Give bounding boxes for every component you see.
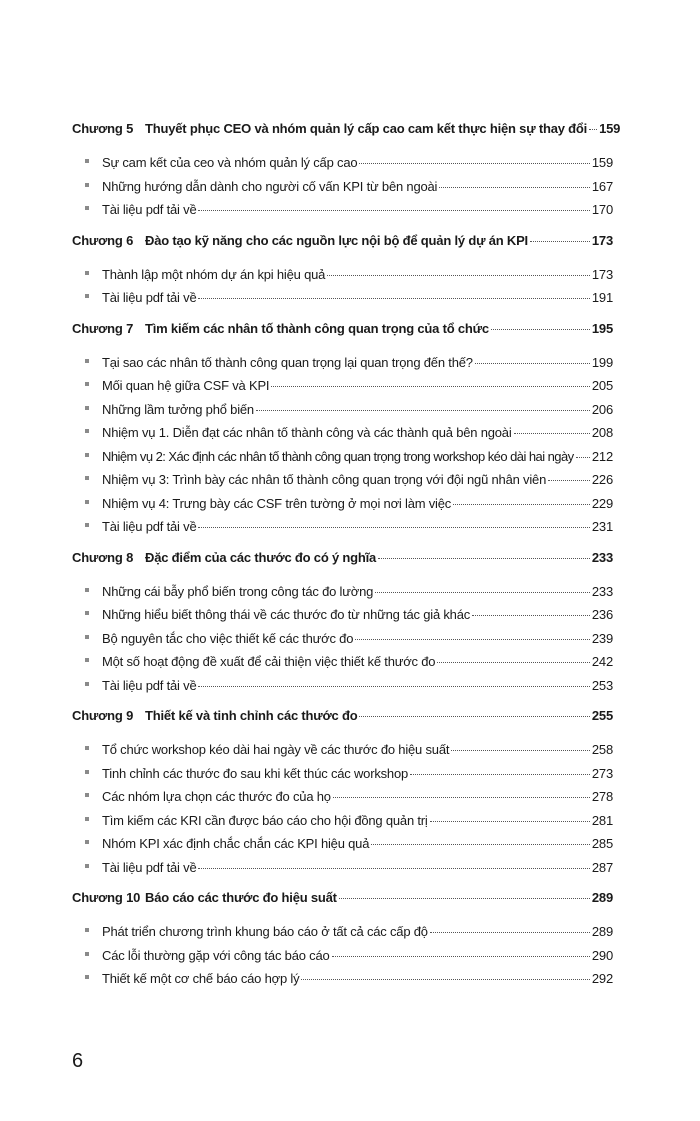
dot-leader (198, 868, 589, 869)
entry-page: 191 (591, 290, 613, 305)
entry-page: 229 (591, 495, 613, 511)
dot-leader (339, 898, 590, 899)
toc-entry[interactable] (72, 856, 613, 880)
dot-leader (301, 979, 590, 980)
dot-leader (439, 187, 590, 188)
entry-page: 278 (591, 789, 613, 804)
entry-page: 233 (591, 583, 613, 599)
toc-entry[interactable] (72, 627, 613, 651)
entry-title: Những hướng dẫn dành cho người cố vấn KPI từ bên ngoài (102, 178, 438, 194)
entry-title: Những lầm tưởng phổ biến (102, 401, 254, 417)
dot-leader (355, 639, 590, 640)
entry-title: Những cái bẫy phổ biến trong công tác đo lường (102, 583, 374, 599)
entry-page: 273 (591, 765, 613, 781)
dot-leader (198, 298, 589, 299)
chapter-title: Thuyết phục CEO và nhóm quản lý cấp cao cam kết thực hiện sự thay đổi (145, 121, 588, 136)
entry-page: 231 (591, 519, 613, 534)
entry-title: Nhóm KPI xác định chắc chắn các KPI hiệu quả (102, 836, 370, 851)
entry-title: Phát triển chương trình khung báo cáo ở tất cả các cấp độ (102, 924, 428, 939)
toc-entry[interactable] (72, 920, 613, 944)
entry-page: 281 (591, 812, 613, 828)
chapter-page: 173 (591, 232, 613, 248)
entry-page: 212 (591, 448, 613, 464)
chapter-label: Chương 9 (72, 708, 134, 723)
entry-title: Những hiểu biết thông thái về các thước đo từ những tác giả khác (102, 607, 471, 622)
dot-leader (437, 662, 590, 663)
dot-leader (491, 329, 590, 330)
dot-leader (530, 241, 590, 242)
toc-entry[interactable] (72, 351, 613, 375)
entry-title: Thiết kế một cơ chế báo cáo hợp lý (102, 971, 300, 986)
dot-leader (589, 129, 597, 130)
chapter-items (72, 151, 613, 222)
toc-entry[interactable] (72, 944, 613, 968)
chapter-items (72, 920, 613, 991)
dot-leader (198, 210, 589, 211)
toc-entry[interactable] (72, 175, 613, 199)
entry-page: 208 (591, 425, 613, 440)
entry-page: 170 (591, 202, 613, 217)
entry-title: Tài liệu pdf tải về (102, 290, 197, 305)
dot-leader (453, 504, 590, 505)
dot-leader (576, 457, 590, 458)
entry-page: 173 (591, 266, 613, 282)
toc-entry[interactable] (72, 445, 613, 469)
dot-leader (375, 592, 590, 593)
entry-page: 290 (591, 947, 613, 963)
table-of-contents (72, 117, 621, 998)
dot-leader (548, 480, 590, 481)
chapter-label: Chương 7 (72, 320, 134, 336)
entry-title: Tìm kiếm các KRI cần được báo cáo cho hội đồng quản trị (102, 812, 428, 828)
entry-title: Tài liệu pdf tải về (102, 519, 197, 534)
entry-title: Nhiệm vụ 2: Xác định các nhân tố thành công quan trọng trong workshop kéo dài hai ngày (102, 448, 574, 464)
chapter-label: Chương 5 (72, 121, 134, 136)
entry-title: Tài liệu pdf tải về (102, 859, 197, 875)
dot-leader (327, 275, 590, 276)
entry-title: Nhiệm vụ 1. Diễn đạt các nhân tố thành công và các thành quả bên ngoài (102, 425, 512, 440)
toc-entry[interactable] (72, 398, 613, 422)
toc-entry[interactable] (72, 785, 613, 809)
chapter-title: Đặc điểm của các thước đo có ý nghĩa (145, 549, 377, 565)
toc-entry[interactable] (72, 832, 613, 856)
entry-page: 287 (591, 859, 613, 875)
chapter-page: 289 (591, 890, 613, 905)
toc-entry[interactable] (72, 809, 613, 833)
dot-leader (430, 932, 590, 933)
toc-entry[interactable] (72, 151, 613, 175)
chapter-page: 159 (599, 121, 621, 136)
chapter-items (72, 738, 613, 879)
chapter-page: 195 (591, 320, 613, 336)
entry-page: 292 (591, 971, 613, 986)
toc-entry[interactable] (72, 374, 613, 398)
entry-title: Nhiệm vụ 3: Trình bày các nhân tố thành công quan trọng với đội ngũ nhân viên (102, 472, 547, 487)
toc-entry[interactable] (72, 762, 613, 786)
toc-entry[interactable] (72, 674, 613, 698)
chapter-page: 233 (591, 549, 613, 565)
dot-leader (359, 716, 589, 717)
dot-leader (371, 844, 590, 845)
chapter-heading[interactable] (72, 317, 613, 341)
chapter-title: Thiết kế và tinh chỉnh các thước đo (145, 708, 358, 723)
entry-page: 167 (591, 178, 613, 194)
toc-entry[interactable] (72, 198, 613, 222)
entry-page: 239 (591, 630, 613, 646)
entry-page: 226 (591, 472, 613, 487)
entry-title: Mối quan hệ giữa CSF và KPI (102, 378, 270, 393)
toc-entry[interactable] (72, 738, 613, 762)
entry-title: Tài liệu pdf tải về (102, 202, 197, 217)
entry-title: Các nhóm lựa chọn các thước đo của họ (102, 789, 331, 804)
entry-page: 159 (591, 155, 613, 170)
chapter-items (72, 263, 613, 310)
entry-page: 258 (591, 742, 613, 757)
entry-title: Sự cam kết của ceo và nhóm quản lý cấp cao (102, 155, 358, 170)
toc-entry[interactable] (72, 468, 613, 492)
chapter-label: Chương 8 (72, 549, 134, 565)
chapter-title: Đào tạo kỹ năng cho các nguồn lực nội bộ để quản lý dự án KPI (145, 232, 528, 248)
entry-page: 206 (591, 401, 613, 417)
dot-leader (198, 527, 589, 528)
toc-entry[interactable] (72, 603, 613, 627)
entry-page: 253 (591, 677, 613, 693)
chapter-heading[interactable] (72, 229, 613, 253)
chapter-heading[interactable] (72, 117, 621, 141)
entry-page: 199 (591, 354, 613, 370)
page-number: 6 (72, 1050, 84, 1072)
entry-title: Nhiệm vụ 4: Trưng bày các CSF trên tường ở mọi nơi làm việc (102, 495, 452, 511)
chapter-page: 255 (591, 708, 613, 723)
entry-title: Thành lập một nhóm dự án kpi hiệu quả (102, 266, 326, 282)
dot-leader (198, 686, 589, 687)
chapter-items (72, 580, 613, 698)
entry-title: Tại sao các nhân tố thành công quan trọng lại quan trọng đến thế? (102, 354, 473, 370)
toc-entry[interactable] (72, 286, 613, 310)
toc-entry[interactable] (72, 650, 613, 674)
toc-entry[interactable] (72, 967, 613, 991)
dot-leader (475, 363, 590, 364)
dot-leader (472, 615, 590, 616)
chapter-label: Chương 10 (72, 890, 141, 905)
toc-entry[interactable] (72, 421, 613, 445)
chapter-label: Chương 6 (72, 232, 134, 248)
entry-title: Tinh chỉnh các thước đo sau khi kết thúc các workshop (102, 765, 409, 781)
toc-entry[interactable] (72, 580, 613, 604)
entry-page: 236 (591, 607, 613, 622)
chapter-title: Báo cáo các thước đo hiệu suất (145, 890, 337, 905)
dot-leader (359, 163, 590, 164)
chapter-items (72, 351, 613, 539)
entry-title: Tổ chức workshop kéo dài hai ngày về các thước đo hiệu suất (102, 742, 450, 757)
chapter-heading[interactable] (72, 546, 613, 570)
dot-leader (271, 386, 590, 387)
entry-page: 205 (591, 378, 613, 393)
entry-page: 285 (591, 836, 613, 851)
dot-leader (451, 750, 590, 751)
entry-title: Các lỗi thường gặp với công tác báo cáo (102, 947, 330, 963)
entry-title: Tài liệu pdf tải về (102, 677, 197, 693)
entry-page: 242 (591, 654, 613, 669)
chapter-title: Tìm kiếm các nhân tố thành công quan trọng của tổ chức (145, 320, 489, 336)
dot-leader (430, 821, 590, 822)
chapter-heading[interactable] (72, 704, 613, 728)
entry-title: Một số hoạt động đề xuất để cải thiện việc thiết kế thước đo (102, 654, 436, 669)
chapter-heading[interactable] (72, 886, 613, 910)
dot-leader (378, 558, 590, 559)
toc-entry[interactable] (72, 492, 613, 516)
toc-entry[interactable] (72, 263, 613, 287)
dot-leader (332, 956, 590, 957)
dot-leader (410, 774, 590, 775)
toc-entry[interactable] (72, 515, 613, 539)
entry-page: 289 (591, 924, 613, 939)
dot-leader (514, 433, 590, 434)
entry-title: Bộ nguyên tắc cho việc thiết kế các thước đo (102, 630, 354, 646)
dot-leader (256, 410, 590, 411)
dot-leader (333, 797, 590, 798)
